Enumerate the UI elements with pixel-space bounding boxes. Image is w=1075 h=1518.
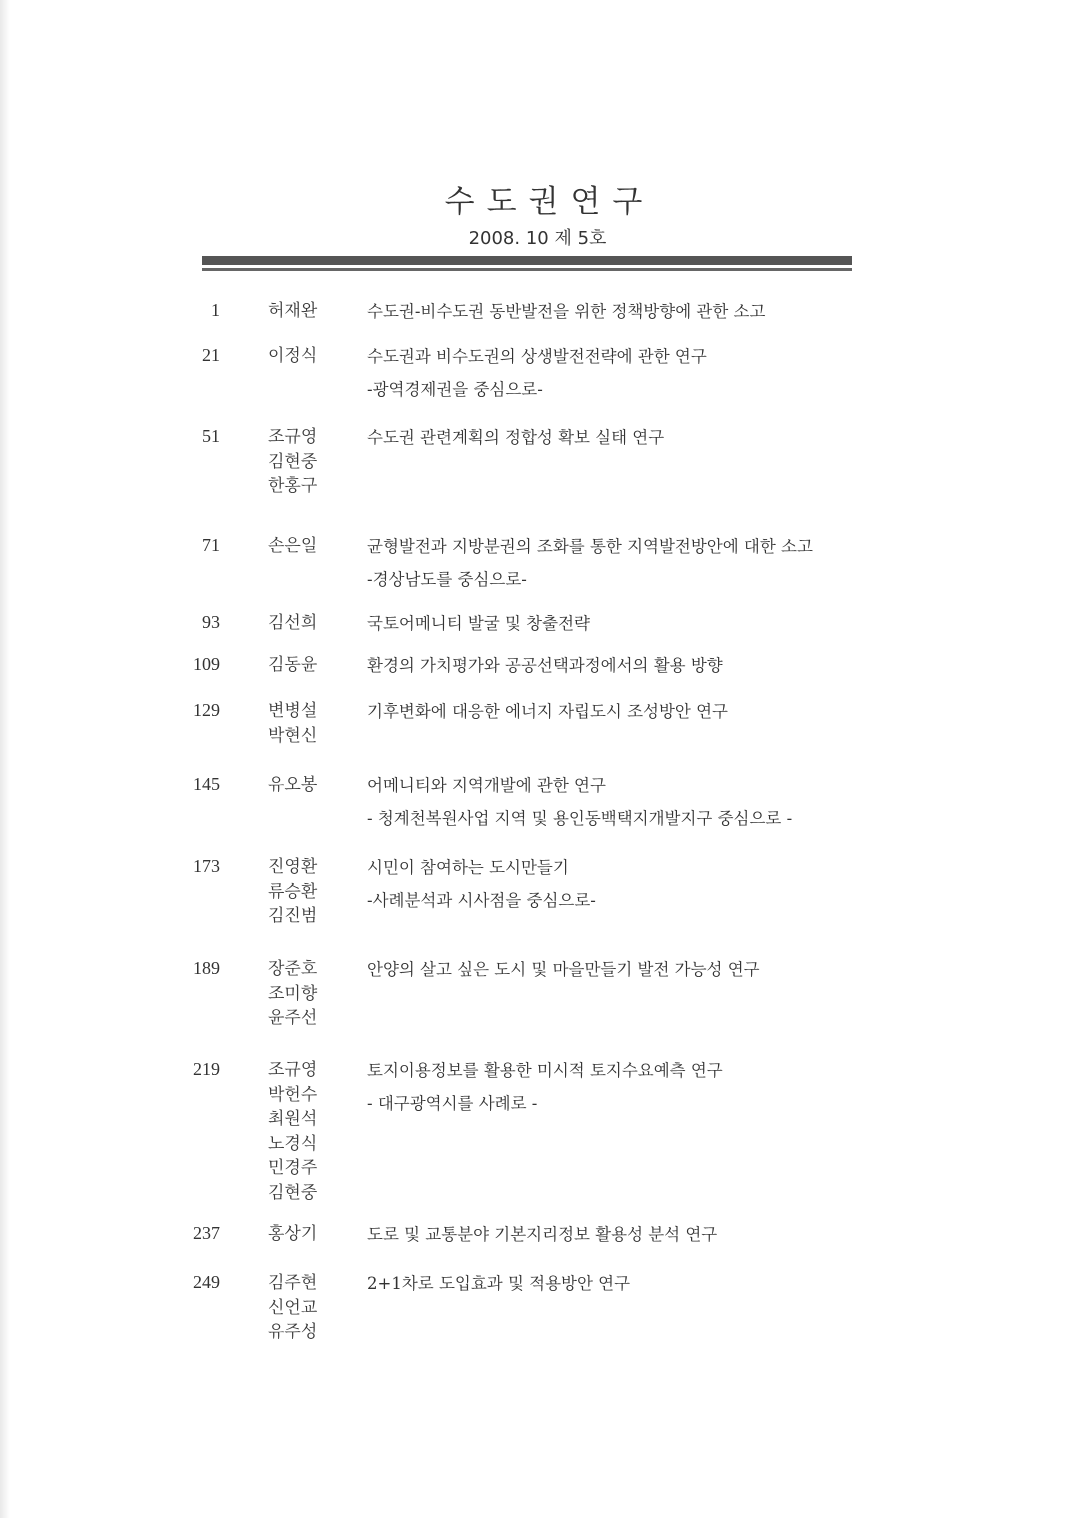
toc-authors — [268, 1058, 348, 1205]
toc-title-line: 수도권 관련계획의 정합성 확보 실태 연구 — [367, 428, 665, 447]
toc-title — [367, 649, 887, 682]
toc-author-name: 조규영 — [268, 427, 318, 447]
toc-title-line: 수도권-비수도권 동반발전을 위한 정책방향에 관한 소고 — [367, 302, 766, 321]
toc-author-name: 최원석 — [268, 1109, 318, 1129]
toc-author-name: 박헌수 — [268, 1084, 318, 1105]
toc-author-name: 김진범 — [268, 906, 318, 926]
toc-subtitle-line: -사례분석과 시사점을 중심으로- — [367, 891, 596, 910]
toc-title — [367, 851, 887, 917]
toc-title-line: 토지이용정보를 활용한 미시적 토지수요예측 연구 — [367, 1061, 723, 1080]
toc-authors — [268, 1222, 348, 1247]
toc-page-number: 109 — [193, 654, 220, 674]
toc-author-name: 김선희 — [268, 613, 318, 633]
toc-title — [367, 953, 887, 986]
toc-author-name: 민경주 — [268, 1158, 318, 1178]
toc-title — [367, 340, 887, 406]
toc-author-name: 진영환 — [268, 857, 318, 877]
toc-author-name: 류승환 — [268, 881, 318, 902]
toc-title — [367, 607, 887, 640]
toc-authors — [268, 344, 348, 369]
toc-title — [367, 769, 887, 835]
toc-subtitle-line: -경상남도를 중심으로- — [367, 570, 527, 589]
toc-author-name: 유오봉 — [268, 775, 318, 795]
toc-author-name: 한홍구 — [268, 476, 318, 496]
toc-authors — [268, 773, 348, 798]
toc-author-name: 손은일 — [268, 536, 318, 556]
toc-page-number: 93 — [202, 612, 220, 632]
toc-title-line: 2+1차로 도입효과 및 적용방안 연구 — [367, 1274, 631, 1293]
toc-authors — [268, 534, 348, 559]
toc-title — [367, 295, 887, 328]
toc-authors — [268, 611, 348, 636]
toc-author-name: 김주현 — [268, 1273, 318, 1293]
toc-author-name: 김현중 — [268, 1182, 318, 1203]
toc-title — [367, 1267, 887, 1300]
toc-title — [367, 1218, 887, 1251]
header-rule-thin — [202, 268, 852, 271]
toc-page-number: 21 — [202, 345, 220, 365]
toc-author-name: 유주성 — [268, 1322, 318, 1342]
toc-subtitle-line: - 대구광역시를 사례로 - — [367, 1094, 538, 1113]
toc-title-line: 안양의 살고 싶은 도시 및 마을만들기 발전 가능성 연구 — [367, 960, 760, 979]
toc-author-name: 허재완 — [268, 301, 318, 321]
toc-page-number: 71 — [202, 535, 220, 555]
toc-title-line: 어메니티와 지역개발에 관한 연구 — [367, 776, 606, 795]
toc-author-name: 조규영 — [268, 1060, 318, 1080]
toc-page-number: 219 — [193, 1059, 220, 1079]
toc-page-number: 237 — [193, 1223, 220, 1243]
toc-authors — [268, 1271, 348, 1345]
header-rule-thick — [202, 256, 852, 265]
toc-authors — [268, 425, 348, 499]
toc-title-line: 국토어메니티 발굴 및 창출전략 — [367, 614, 590, 633]
toc-title-line: 환경의 가치평가와 공공선택과정에서의 활용 방향 — [367, 656, 723, 675]
toc-author-name: 장준호 — [268, 959, 318, 979]
toc-page-number: 145 — [193, 774, 220, 794]
toc-author-name: 노경식 — [268, 1133, 318, 1154]
toc-page-number: 249 — [193, 1272, 220, 1292]
toc-author-name: 조미향 — [268, 983, 318, 1004]
toc-author-name: 홍상기 — [268, 1224, 318, 1244]
toc-subtitle-line: - 청계천복원사업 지역 및 용인동백택지개발지구 중심으로 - — [367, 809, 793, 828]
journal-issue: 2008. 10 제 5호 — [468, 228, 607, 249]
toc-title-line: 기후변화에 대응한 에너지 자립도시 조성방안 연구 — [367, 702, 728, 721]
toc-title-line: 시민이 참여하는 도시만들기 — [367, 858, 569, 877]
toc-authors — [268, 699, 348, 748]
journal-title: 수도권연구 — [444, 184, 655, 220]
toc-title-line: 도로 및 교통분야 기본지리정보 활용성 분석 연구 — [367, 1225, 718, 1244]
toc-title — [367, 695, 887, 728]
toc-page-number: 129 — [193, 700, 220, 720]
toc-subtitle-line: -광역경제권을 중심으로- — [367, 380, 543, 399]
toc-authors — [268, 653, 348, 678]
toc-page-number: 173 — [193, 856, 220, 876]
toc-author-name: 이정식 — [268, 346, 318, 366]
toc-title-line: 균형발전과 지방분권의 조화를 통한 지역발전방안에 대한 소고 — [367, 537, 813, 556]
toc-authors — [268, 957, 348, 1031]
toc-title — [367, 421, 887, 454]
toc-page-number: 1 — [211, 300, 220, 320]
toc-title — [367, 1054, 887, 1120]
toc-authors — [268, 855, 348, 929]
toc-author-name: 윤주선 — [268, 1008, 318, 1028]
toc-page-number: 189 — [193, 958, 220, 978]
toc-title-line: 수도권과 비수도권의 상생발전전략에 관한 연구 — [367, 347, 707, 366]
toc-title — [367, 530, 887, 596]
toc-author-name: 김현중 — [268, 451, 318, 472]
toc-author-name: 김동윤 — [268, 655, 318, 675]
toc-author-name: 변병설 — [268, 701, 318, 721]
toc-author-name: 박현신 — [268, 725, 318, 746]
toc-authors — [268, 299, 348, 324]
toc-author-name: 신언교 — [268, 1297, 318, 1318]
toc-page-number: 51 — [202, 426, 220, 446]
